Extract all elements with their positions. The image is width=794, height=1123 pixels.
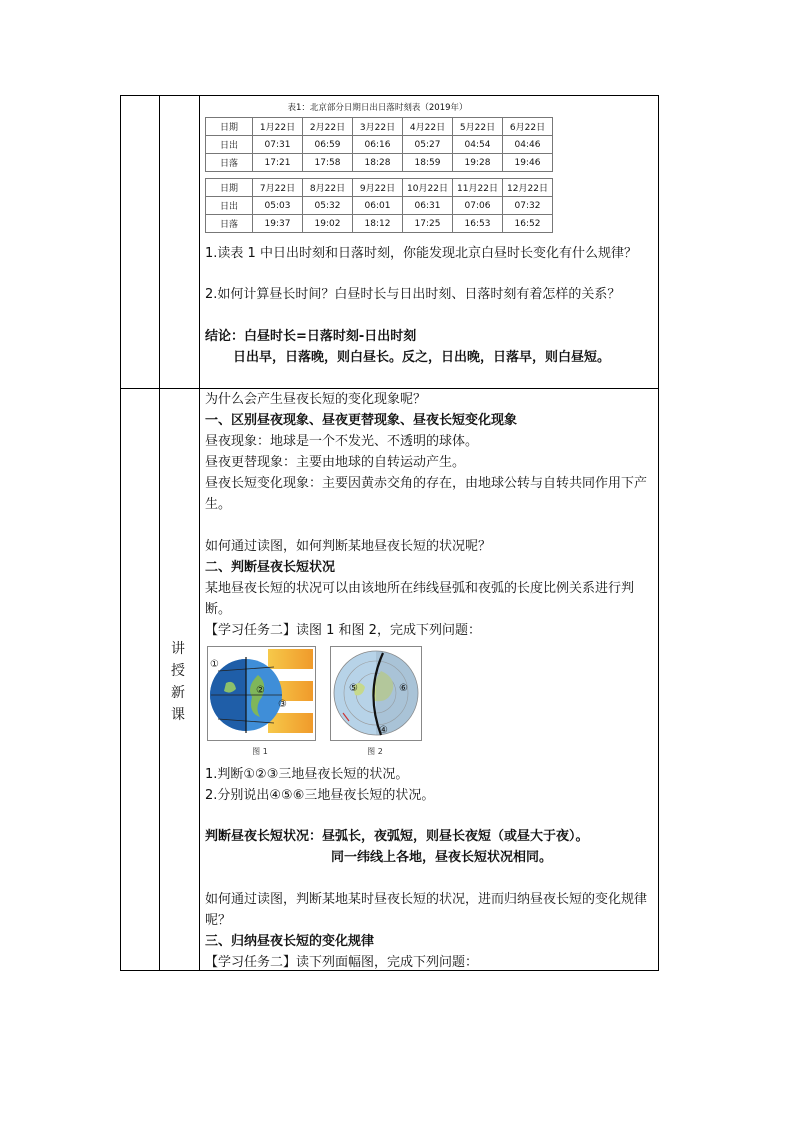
section-label — [158, 638, 198, 726]
schedule-table-2 — [205, 178, 553, 233]
task-2-heading: 【学习任务二】读图 1 和图 2，完成下列问题： — [205, 623, 481, 638]
section-2-title: 二、判断昼夜长短状况 — [205, 560, 336, 575]
table-cell: 05:27 — [403, 136, 453, 154]
task-question-2: 2.分别说出④⑤⑥三地昼夜长短的状况。 — [205, 788, 435, 803]
section-label-char: 新 — [171, 685, 185, 701]
mark-6: ⑥ — [399, 683, 408, 694]
table-cell: 17:21 — [253, 154, 303, 172]
table-caption: 表1：北京部分日期日出日落时刻表（2019年） — [287, 103, 468, 113]
table-cell: 05:03 — [253, 197, 303, 215]
table-row — [206, 179, 553, 197]
column-divider — [199, 96, 200, 970]
table-cell: 6月22日 — [503, 118, 553, 136]
section-3-title: 三、归纳昼夜长短的变化规律 — [205, 934, 375, 949]
table-cell: 06:59 — [303, 136, 353, 154]
table-cell: 日期 — [206, 118, 253, 136]
table-cell: 06:01 — [353, 197, 403, 215]
mark-5: ⑤ — [349, 683, 358, 694]
table-cell: 4月22日 — [403, 118, 453, 136]
figure-2-illustration — [330, 646, 422, 741]
table-cell: 07:31 — [253, 136, 303, 154]
table-cell: 07:32 — [503, 197, 553, 215]
table-cell: 04:46 — [503, 136, 553, 154]
reading-question: 如何通过读图，如何判断某地昼夜长短的状况呢？ — [205, 539, 492, 554]
table-row — [206, 197, 553, 215]
table-cell: 19:46 — [503, 154, 553, 172]
mark-4: ④ — [379, 725, 388, 736]
table-cell: 10月22日 — [403, 179, 453, 197]
table-cell: 5月22日 — [453, 118, 503, 136]
table-cell: 日出 — [206, 197, 253, 215]
table-cell: 16:52 — [503, 215, 553, 233]
schedule-table-1 — [205, 117, 553, 172]
table-row — [206, 154, 553, 172]
question-2: 2.如何计算昼长时间？白昼时长与日出时刻、日落时刻有着怎样的关系？ — [205, 287, 621, 302]
table-cell: 12月22日 — [503, 179, 553, 197]
table-cell: 06:16 — [353, 136, 403, 154]
table-cell: 19:02 — [303, 215, 353, 233]
table-row — [206, 136, 553, 154]
mark-1: ① — [210, 659, 219, 670]
table-cell: 2月22日 — [303, 118, 353, 136]
judgement-latitude: 同一纬线上各地，昼夜长短状况相同。 — [331, 850, 553, 865]
table-cell: 日出 — [206, 136, 253, 154]
table-row — [206, 215, 553, 233]
table-cell: 19:28 — [453, 154, 503, 172]
section-label-char: 讲 — [171, 641, 185, 657]
intro-question: 为什么会产生昼夜长短的变化现象呢？ — [205, 392, 427, 407]
table-cell: 11月22日 — [453, 179, 503, 197]
table-cell: 9月22日 — [353, 179, 403, 197]
table-cell: 04:54 — [453, 136, 503, 154]
conclusion-formula: 结论：白昼时长=日落时刻-日出时刻 — [205, 329, 417, 344]
mark-3: ③ — [278, 699, 287, 710]
section-1-p3: 昼夜长短变化现象：主要因黄赤交角的存在，由地球公转与自转共同作用下产生。 — [205, 476, 648, 512]
table-cell: 05:32 — [303, 197, 353, 215]
table-cell: 3月22日 — [353, 118, 403, 136]
section-1-p1: 昼夜现象：地球是一个不发光、不透明的球体。 — [205, 434, 479, 449]
section-1-title: 一、区别昼夜现象、昼夜更替现象、昼夜长短变化现象 — [205, 413, 518, 428]
section-label-char: 课 — [171, 707, 185, 723]
task-question-1: 1.判断①②③三地昼夜长短的状况。 — [205, 767, 409, 782]
table-cell: 18:28 — [353, 154, 403, 172]
rule-question: 如何通过读图，判断某地某时昼夜长短的状况，进而归纳昼夜长短的变化规律呢？ — [205, 892, 648, 928]
table-cell: 07:06 — [453, 197, 503, 215]
table-cell: 18:59 — [403, 154, 453, 172]
table-cell: 1月22日 — [253, 118, 303, 136]
conclusion-rule: 日出早，日落晚，则白昼长。反之，日出晚，日落早，则白昼短。 — [233, 350, 611, 365]
section-1-p2: 昼夜更替现象：主要由地球的自转运动产生。 — [205, 455, 466, 470]
section-2-p1: 某地昼夜长短的状况可以由该地所在纬线昼弧和夜弧的长度比例关系进行判断。 — [205, 581, 635, 617]
figure-1-caption: 图 1 — [252, 747, 268, 756]
table-cell: 日落 — [206, 215, 253, 233]
column-divider — [159, 96, 160, 970]
table-cell: 8月22日 — [303, 179, 353, 197]
section-label-char: 授 — [171, 663, 185, 679]
table-cell: 7月22日 — [253, 179, 303, 197]
table-cell: 16:53 — [453, 215, 503, 233]
judgement-rule: 判断昼夜长短状况：昼弧长，夜弧短，则昼长夜短（或昼大于夜）。 — [205, 829, 589, 844]
figure-1-illustration — [207, 646, 316, 741]
question-1: 1.读表 1 中日出时刻和日落时刻，你能发现北京白昼时长变化有什么规律？ — [205, 246, 637, 261]
table-cell: 19:37 — [253, 215, 303, 233]
table-cell: 17:25 — [403, 215, 453, 233]
table-cell: 日期 — [206, 179, 253, 197]
table-cell: 日落 — [206, 154, 253, 172]
table-row — [206, 118, 553, 136]
table-cell: 18:12 — [353, 215, 403, 233]
figure-2-caption: 图 2 — [367, 747, 383, 756]
mark-2: ② — [256, 685, 265, 696]
task-3-heading: 【学习任务二】读下列面幅图，完成下列问题： — [205, 955, 479, 970]
table-cell: 17:58 — [303, 154, 353, 172]
table-cell: 06:31 — [403, 197, 453, 215]
